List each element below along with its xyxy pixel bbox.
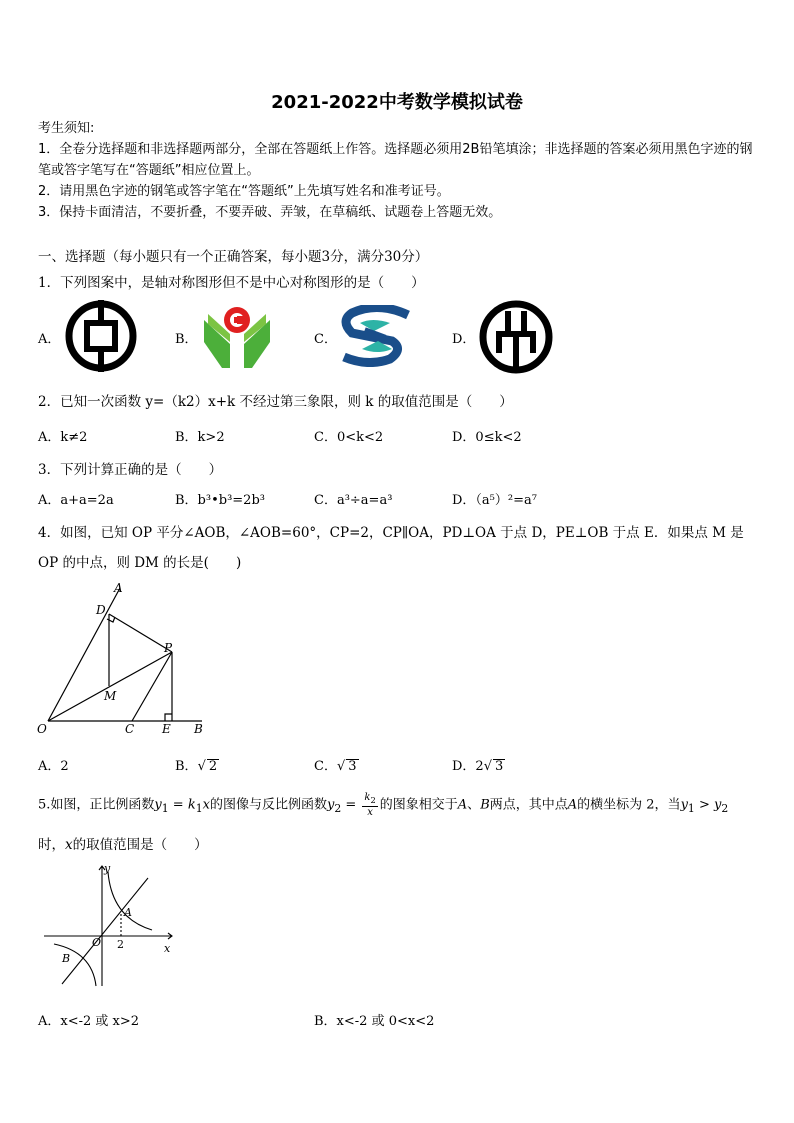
- q5-option-b: B．x<-2 或 0<x<2: [314, 1014, 435, 1029]
- q5-stem-line2: 时，x的取值范围是（ ）: [38, 837, 208, 853]
- label-A: A: [114, 581, 123, 595]
- graph-label-A: A: [124, 906, 132, 919]
- label-B: B: [194, 722, 203, 736]
- q3-option-b: B．b³•b³=2b³: [175, 493, 265, 508]
- q5-function-graph: [40, 862, 180, 992]
- q4-option-a: A．2: [38, 759, 69, 774]
- q4-geometry-figure: [34, 580, 214, 740]
- q2-option-b: B．k>2: [175, 430, 225, 445]
- section-heading: 一、选择题（每小题只有一个正确答案，每小题3分，满分30分）: [38, 249, 429, 265]
- label-D: D: [96, 603, 106, 617]
- q3-option-a: A．a+a=2a: [38, 493, 114, 508]
- sqrt-3b: 3: [495, 759, 504, 774]
- fraction-k2-over-x: $\frac{k_2}{x}$: [364, 792, 376, 818]
- page-title: 2021-2022中考数学模拟试卷: [271, 92, 523, 113]
- notice-item-3: 3．保持卡面清洁，不要折叠，不要弄破、弄皱，在草稿纸、试题卷上答题无效。: [38, 205, 502, 220]
- q4-stem: 4．如图，已知 OP 平分∠AOB，∠AOB=60°，CP=2，CP∥OA，PD⊥OA 于点 D，PE⊥OB 于点 E．如果点 M 是 OP 的中点，则 DM 的长是( ): [38, 525, 744, 571]
- label-P: P: [164, 641, 173, 655]
- q2-stem: 2．已知一次函数 y=（k2）x+k 不经过第三象限，则 k 的取值范围是（ ）: [38, 394, 513, 410]
- label-M: M: [104, 689, 117, 703]
- q3-stem: 3．下列计算正确的是（ ）: [38, 462, 223, 478]
- agricultural-bank-logo: [200, 300, 274, 370]
- q1-option-b: B．: [175, 332, 198, 347]
- graph-label-B: B: [62, 952, 71, 965]
- q1-option-a: A．: [38, 332, 61, 347]
- q2-option-a: A．k≠2: [38, 430, 88, 445]
- graph-label-2: 2: [117, 938, 124, 951]
- q3-option-c: C．a³÷a=a³: [314, 493, 393, 508]
- industrial-bank-logo: [476, 299, 556, 375]
- label-O: O: [37, 722, 47, 736]
- q5-option-a: A．x<-2 或 x>2: [38, 1014, 140, 1029]
- graph-label-x: x: [164, 942, 171, 955]
- bank-of-china-logo: [62, 299, 140, 373]
- label-C: C: [125, 722, 135, 736]
- q4-option-c: C．√ 3: [314, 759, 357, 774]
- q4-option-b: B．√ 2: [175, 759, 218, 774]
- label-E: E: [162, 722, 171, 736]
- q1-option-c: C．: [314, 332, 337, 347]
- q2-option-c: C．0<k<2: [314, 430, 384, 445]
- q5-stem-line1: 5.如图，正比例函数$y_1 = k_1x$的图像与反比例函数$y_2$ = $\frac{k_2}{x}$ 的图象相交于A、B两点，其中点A的横坐标为 2，当$y_1 > y_2$: [38, 792, 729, 818]
- sqrt-3: 3: [348, 759, 357, 774]
- q1-stem: 1．下列图案中，是轴对称图形但不是中心对称图形的是（ ）: [38, 275, 425, 291]
- notice-item-1: 1．全卷分选择题和非选择题两部分，全部在答题纸上作答。选择题必须用2B铅笔填涂；非选择题的答案必须用黑色字迹的钢笔或答字笔写在“答题纸”相应位置上。: [38, 142, 753, 178]
- q1-option-d: D．: [452, 332, 476, 347]
- notice: [38, 118, 758, 223]
- q3-option-d: D．（a⁵）²=a⁷: [452, 493, 537, 508]
- q2-option-d: D．0≤k<2: [452, 430, 522, 445]
- notice-item-2: 2．请用黑色字迹的钢笔或答字笔在“答题纸”上先填写姓名和准考证号。: [38, 184, 450, 199]
- graph-label-O: O: [92, 936, 102, 949]
- notice-heading: 考生须知:: [38, 121, 95, 136]
- graph-label-y: y: [104, 862, 111, 875]
- q4-option-d: D．2√ 3: [452, 759, 504, 774]
- construction-bank-logo: [338, 305, 414, 367]
- sqrt-2: 2: [208, 759, 218, 774]
